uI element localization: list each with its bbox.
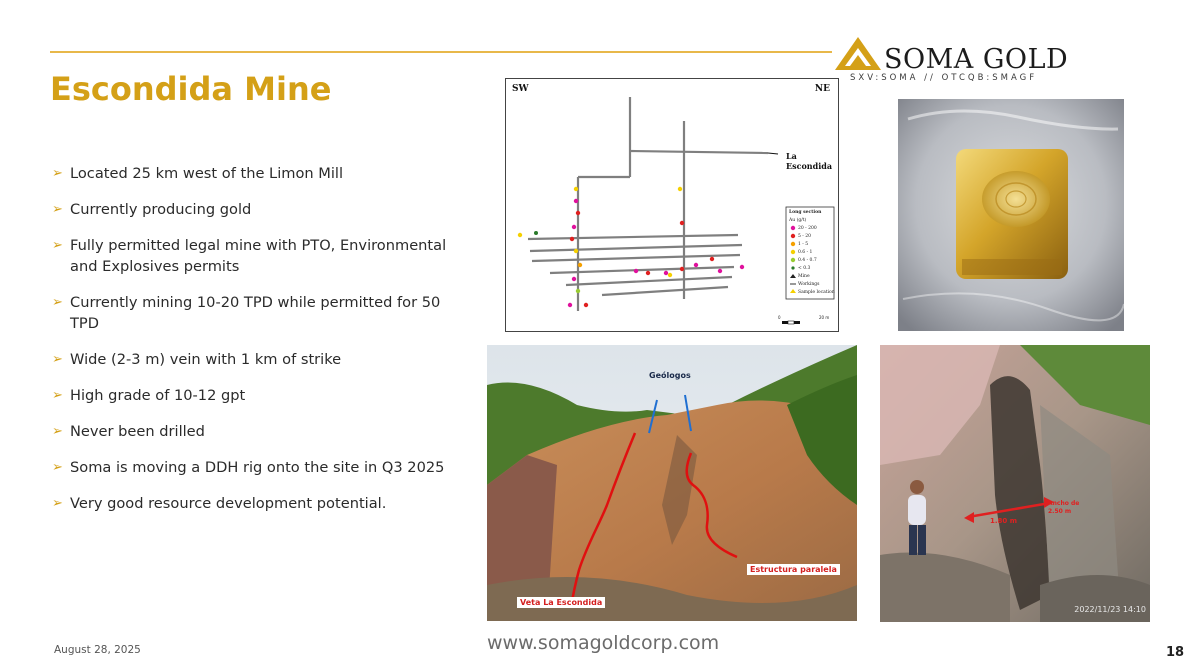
- outcrop-image: [487, 345, 857, 621]
- arrow-bullet-icon: ➢: [52, 352, 63, 367]
- bullet-item: [52, 235, 462, 277]
- vein-outcrop-photo: [487, 345, 857, 621]
- logo-wordmark: SOMA GOLD: [884, 44, 1069, 75]
- map-ne-label: NE: [814, 84, 830, 94]
- arrow-bullet-icon: ➢: [52, 238, 63, 253]
- bullet-text: Fully permitted legal mine with PTO, Environmental and Explosives permits: [70, 237, 447, 275]
- bullet-text: Currently mining 10-20 TPD while permitted for 50 TPD: [70, 294, 441, 332]
- bullet-item: [52, 457, 462, 478]
- map-legend: [789, 209, 835, 297]
- vein-label: Veta La Escondida: [517, 597, 605, 608]
- bullet-text: Currently producing gold: [70, 201, 252, 218]
- scale-start: 0: [778, 315, 781, 320]
- bullet-item: [52, 349, 462, 370]
- soma-gold-logo: [834, 36, 1069, 88]
- arrow-bullet-icon: ➢: [52, 460, 63, 475]
- gold-bar-image: [898, 99, 1124, 331]
- gold-bar-photo: [898, 99, 1124, 331]
- legend-item: Workings: [798, 282, 820, 287]
- photo-timestamp: 2022/11/23 14:10: [1074, 605, 1146, 614]
- legend-item: 0.4 - 0.7: [798, 258, 817, 263]
- legend-item: 5 - 20: [798, 234, 811, 239]
- bullet-text: Soma is moving a DDH rig onto the site in Q3 2025: [70, 459, 445, 476]
- bullet-item: [52, 199, 462, 220]
- page-title: Escondida Mine: [50, 70, 332, 108]
- arrow-bullet-icon: ➢: [52, 202, 63, 217]
- bullet-text: Never been drilled: [70, 423, 205, 440]
- legend-unit: Au (g/t): [789, 218, 807, 223]
- logo-tickers: SXV:SOMA // OTCQB:SMAGF: [850, 73, 1038, 83]
- legend-title: Long section: [789, 210, 822, 215]
- map-location-label: La Escondida: [786, 151, 833, 171]
- bullet-item: [52, 385, 462, 406]
- logo-triangle-icon: [834, 36, 882, 72]
- width-measure-label: 1.80 m: [990, 517, 1018, 525]
- arrow-bullet-icon: ➢: [52, 388, 63, 403]
- bullet-item: [52, 163, 462, 184]
- vein-width-photo: [880, 345, 1150, 622]
- arrow-bullet-icon: ➢: [52, 496, 63, 511]
- bullet-text: High grade of 10-12 gpt: [70, 387, 246, 404]
- bullet-list: [52, 163, 462, 529]
- arrow-bullet-icon: ➢: [52, 295, 63, 310]
- bullet-text: Wide (2-3 m) vein with 1 km of strike: [70, 351, 342, 368]
- long-section-map: [505, 78, 839, 332]
- map-sw-label: SW: [512, 84, 529, 94]
- legend-item: 20 - 200: [798, 226, 817, 231]
- geologists-label: Geólogos: [649, 371, 691, 380]
- vein-width-image: [880, 345, 1150, 622]
- arrow-bullet-icon: ➢: [52, 166, 63, 181]
- footer-website-link[interactable]: www.somagoldcorp.com: [487, 632, 720, 654]
- legend-item: 1 - 5: [798, 242, 809, 247]
- footer-date: August 28, 2025: [54, 644, 141, 656]
- zone-width-label: Ancho de 2.50 m: [1048, 500, 1080, 515]
- bullet-text: Located 25 km west of the Limon Mill: [70, 165, 344, 182]
- legend-item: Mine: [798, 274, 810, 279]
- scale-end: 20 m: [819, 315, 830, 320]
- parallel-structure-label: Estructura paralela: [747, 564, 840, 575]
- bullet-text: Very good resource development potential.: [70, 495, 387, 512]
- legend-item: < 0.3: [798, 266, 811, 271]
- bullet-item: [52, 493, 462, 514]
- bullet-item: [52, 421, 462, 442]
- bullet-item: [52, 292, 462, 334]
- legend-item: Sample location: [798, 290, 835, 295]
- page-number: 18: [1166, 645, 1185, 660]
- arrow-bullet-icon: ➢: [52, 424, 63, 439]
- header-rule: [50, 51, 832, 53]
- legend-item: 0.6 - 1: [798, 250, 813, 255]
